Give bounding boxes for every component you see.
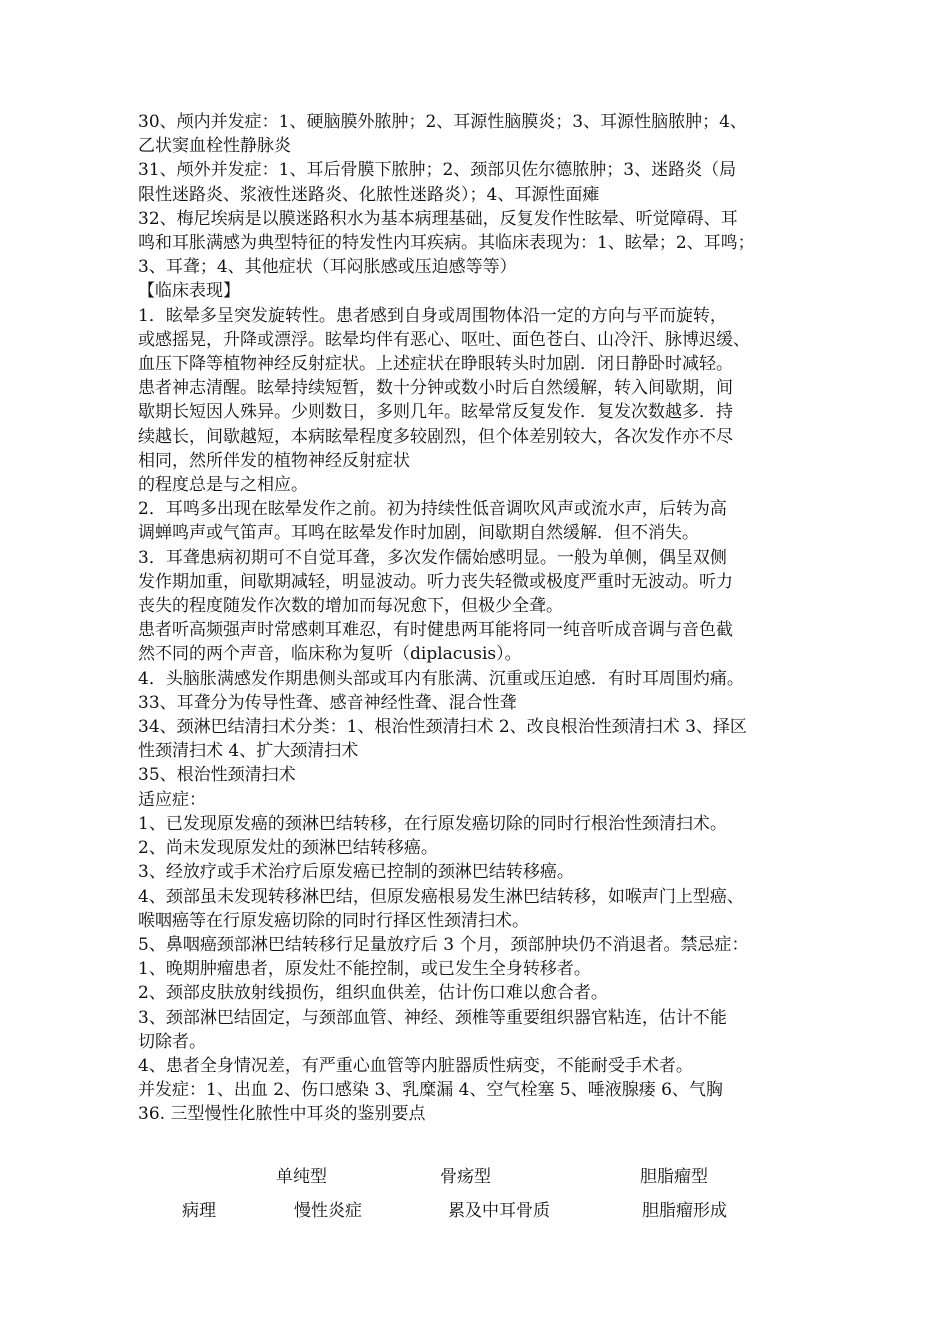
document-body: [138, 110, 828, 1127]
text-line: 丧失的程度随发作次数的增加而每况愈下，但极少全聋。: [138, 596, 563, 617]
text-line: 4、患者全身情况差，有严重心血管等内脏器质性病变，不能耐受手术者。: [138, 1055, 693, 1076]
table-row-label: 病理: [182, 1201, 216, 1221]
text-line: 3．耳聋患病初期可不自觉耳聋，多次发作儒始感明显。一般为单侧，偶呈双侧: [138, 547, 727, 568]
text-line: 性颈清扫术 4、扩大颈清扫术: [138, 741, 359, 762]
text-line: 歇期长短因人殊异。少则数日，多则几年。眩晕常反复发作．复发次数越多．持: [138, 402, 733, 423]
text-line: 36. 三型慢性化脓性中耳炎的鉴别要点: [138, 1104, 426, 1125]
text-line: 喉咽癌等在行原发癌切除的同时行择区性颈清扫术。: [138, 910, 529, 931]
text-line: 鸣和耳胀满感为典型特征的特发性内耳疾病。其临床表现为：1、眩晕；2、耳鸣；: [138, 233, 755, 254]
text-line: 33、耳聋分为传导性聋、感音神经性聋、混合性聋: [138, 692, 517, 713]
text-line: 血压下降等植物神经反射症状。上述症状在睁眼转头时加剧．闭日静卧时减轻。: [138, 354, 733, 375]
table-cell: 慢性炎症: [294, 1201, 362, 1221]
text-line: 适应症：: [138, 789, 206, 810]
text-line: 乙状窦血栓性静脉炎: [138, 136, 291, 157]
table-header-cell: 单纯型: [276, 1167, 327, 1187]
text-line: 并发症：1、出血 2、伤口感染 3、乳糜漏 4、空气栓塞 5、唾液腺瘘 6、气胸: [138, 1080, 723, 1101]
text-line: 调蝉鸣声或气笛声。耳鸣在眩晕发作时加剧，间歇期自然缓解．但不消失。: [138, 523, 699, 544]
text-line: 3、耳聋；4、其他症状（耳闷胀感或压迫感等等）: [138, 257, 517, 278]
comparison-table-header: [0, 1162, 708, 1187]
text-line: 然不同的两个声音，临床称为复听（diplacusis）。: [138, 644, 522, 665]
text-line: 2、颈部皮肤放射线损伤，组织血供差，估计伤口难以愈合者。: [138, 983, 608, 1004]
text-line: 切除者。: [138, 1031, 206, 1052]
text-line: 3、经放疗或手术治疗后原发癌已控制的颈淋巴结转移癌。: [138, 862, 574, 883]
text-line: 相同，然所伴发的植物神经反射症状: [138, 450, 410, 471]
text-line: 32、梅尼埃病是以膜迷路积水为基本病理基础，反复发作性眩晕、听觉障碍、耳: [138, 208, 738, 229]
text-line: 限性迷路炎、浆液性迷路炎、化脓性迷路炎）；4、耳源性面瘫: [138, 184, 600, 205]
text-line: 患者神志清醒。眩晕持续短暂，数十分钟或数小时后自然缓解，转入间歇期，间: [138, 378, 733, 399]
text-line: 1、已发现原发癌的颈淋巴结转移，在行原发癌切除的同时行根治性颈清扫术。: [138, 813, 727, 834]
table-cell: 累及中耳骨质: [448, 1201, 550, 1221]
comparison-table-row: [0, 1196, 727, 1221]
text-line: 30、颅内并发症：1、硬脑膜外脓肿；2、耳源性脑膜炎；3、耳源性脑脓肿；4、: [138, 112, 747, 132]
text-line: 4、颈部虽未发现转移淋巴结，但原发癌根易发生淋巴结转移，如喉声门上型癌、: [138, 886, 744, 907]
text-line: 35、根治性颈清扫术: [138, 765, 296, 786]
text-line: 2．耳鸣多出现在眩晕发作之前。初为持续性低音调吹风声或流水声，后转为高: [138, 499, 727, 520]
text-line: 或感摇晃，升降或漂浮。眩晕均伴有恶心、呕吐、面色苍白、山冷汗、脉博迟缓、: [138, 329, 750, 350]
text-line: 31、颅外并发症：1、耳后骨膜下脓肿；2、颈部贝佐尔德脓肿；3、迷路炎（局: [138, 160, 737, 181]
table-header-cell: 骨疡型: [440, 1167, 491, 1187]
text-line: 3、颈部淋巴结固定，与颈部血管、神经、颈椎等重要组织器官粘连，估计不能: [138, 1007, 727, 1028]
text-line: 4．头脑胀满感发作期患侧头部或耳内有胀满、沉重或压迫感．有时耳周围灼痛。: [138, 668, 744, 689]
table-header-cell: 胆脂瘤型: [640, 1167, 708, 1187]
text-line: 34、颈淋巴结清扫术分类：1、根治性颈清扫术 2、改良根治性颈清扫术 3、择区: [138, 717, 747, 738]
text-line: 的程度总是与之相应。: [138, 475, 308, 496]
text-line: 1、晚期肿瘤患者，原发灶不能控制，或已发生全身转移者。: [138, 959, 591, 980]
text-line: 2、尚未发现原发灶的颈淋巴结转移癌。: [138, 838, 438, 859]
section-heading: 【临床表现】: [138, 281, 240, 302]
text-line: 1．眩晕多呈突发旋转性。患者感到自身或周围物体沿一定的方向与平而旋转，: [138, 305, 727, 326]
text-line: 患者听高频强声时常感刺耳难忍，有时健患两耳能将同一纯音听成音调与音色截: [138, 620, 733, 641]
text-line: 续越长，间歇越短，本病眩晕程度多较剧烈，但个体差别较大，各次发作亦不尽: [138, 426, 733, 447]
text-line: 发作期加重，间歇期减轻，明显波动。听力丧失轻微或极度严重时无波动。听力: [138, 571, 733, 592]
table-cell: 胆脂瘤形成: [642, 1201, 727, 1221]
text-line: 5、鼻咽癌颈部淋巴结转移行足量放疗后 3 个月，颈部肿块仍不消退者。禁忌症：: [138, 934, 749, 955]
